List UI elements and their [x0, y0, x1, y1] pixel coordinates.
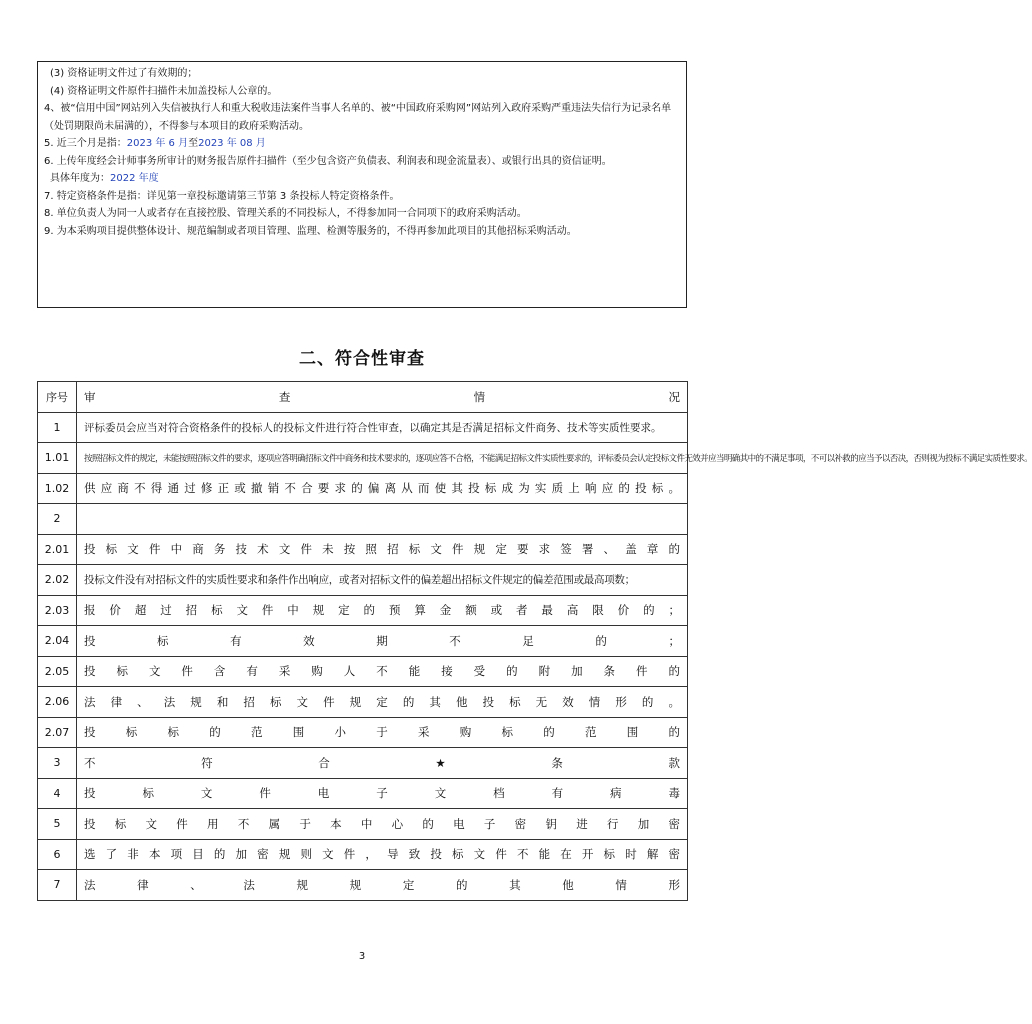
year-value: 2022 年度 — [110, 173, 159, 184]
qualification-notes-box — [37, 61, 687, 308]
table-row: 2.06 法律、法规和招标文件规定的其他投标无效情形的。 — [38, 687, 688, 718]
table-row: 2.02 投标文件没有对招标文件的实质性要求和条件作出响应，或者对招标文件的偏差超出招标文件规定的偏差范围或最高项数； — [38, 565, 688, 596]
table-header-row — [38, 382, 688, 413]
table-row: 1.01 按照招标文件的规定，未能按照招标文件的要求，逐项应答明确招标文件中商务和技术要求的，逐项应答不合格，不能满足招标文件实质性要求的，评标委员会认定投标文件无效并应当明确其中的不满足事项，不可以补救的应当予以否决，否则视为投标不满足实质性要求。 — [38, 443, 688, 474]
note-item-5: 5. 近三个月是指：2023 年 6 月至2023 年 08 月 — [44, 138, 266, 149]
date-to: 2023 年 08 月 — [198, 138, 266, 149]
header-text: 审 查 情 况 — [77, 382, 688, 413]
note-item-7: 7. 特定资格条件是指：详见第一章投标邀请第三节第 3 条投标人特定资格条件。 — [44, 190, 400, 202]
table-row: 5 投标文件用不属于本中心的电子密钥进行加密 — [38, 809, 688, 840]
table-row: 1 评标委员会应当对符合资格条件的投标人的投标文件进行符合性审查，以确定其是否满足招标文件商务、技术等实质性要求。 — [38, 412, 688, 443]
note-line-4: (4) 资格证明文件原件扫描件未加盖投标人公章的。 — [50, 85, 278, 97]
table-row: 7 法律、法规规定的其他情形 — [38, 870, 688, 901]
note-item-4: 4、被“信用中国”网站列入失信被执行人和重大税收违法案件当事人名单的、被“中国政府采购网”网站列入政府采购严重违法失信行为记录名单（处罚期限尚未届满的），不得参与本项目的政府采购活动。 — [44, 103, 672, 132]
table-row: 4 投标文件电子文档有病毒 — [38, 778, 688, 809]
table-row: 2 — [38, 504, 688, 535]
table-row: 1.02 供应商不得通过修正或撤销不合要求的偏离从而使其投标成为实质上响应的投标。 — [38, 473, 688, 504]
note-item-8: 8. 单位负责人为同一人或者存在直接控股、管理关系的不同投标人，不得参加同一合同项下的政府采购活动。 — [44, 208, 527, 219]
note-line-3: (3) 资格证明文件过了有效期的； — [50, 68, 198, 79]
note-item-6: 6. 上传年度经会计师事务所审计的财务报告原件扫描件（至少包含资产负债表、利润表和现金流量表）、或银行出具的资信证明。 — [44, 155, 612, 167]
table-row: 3 不符合★条款 — [38, 748, 688, 779]
table-row: 2.05 投标文件含有采购人不能接受的附加条件的 — [38, 656, 688, 687]
section-title: 二、符合性审查 — [299, 349, 425, 369]
table-row: 2.03 报价超过招标文件中规定的预算金额或者最高限价的； — [38, 595, 688, 626]
page-number: 3 — [358, 951, 366, 962]
note-item-6-year: 具体年度为：2022 年度 — [50, 173, 159, 184]
header-no: 序号 — [38, 382, 77, 413]
table-row: 2.01 投标文件中商务技术文件未按照招标文件规定要求签署、盖章的 — [38, 534, 688, 565]
table-row: 6 选了非本项目的加密规则文件，导致投标文件不能在开标时解密 — [38, 839, 688, 870]
compliance-review-table — [37, 381, 1032, 901]
table-row: 2.07 投标标的范围小于采购标的范围的 — [38, 717, 688, 748]
table-row: 2.04 投标有效期不足的； — [38, 626, 688, 657]
date-from: 2023 年 6 月 — [126, 138, 189, 149]
note-item-9: 9. 为本采购项目提供整体设计、规范编制或者项目管理、监理、检测等服务的，不得再参加此项目的其他招标采购活动。 — [44, 225, 577, 237]
